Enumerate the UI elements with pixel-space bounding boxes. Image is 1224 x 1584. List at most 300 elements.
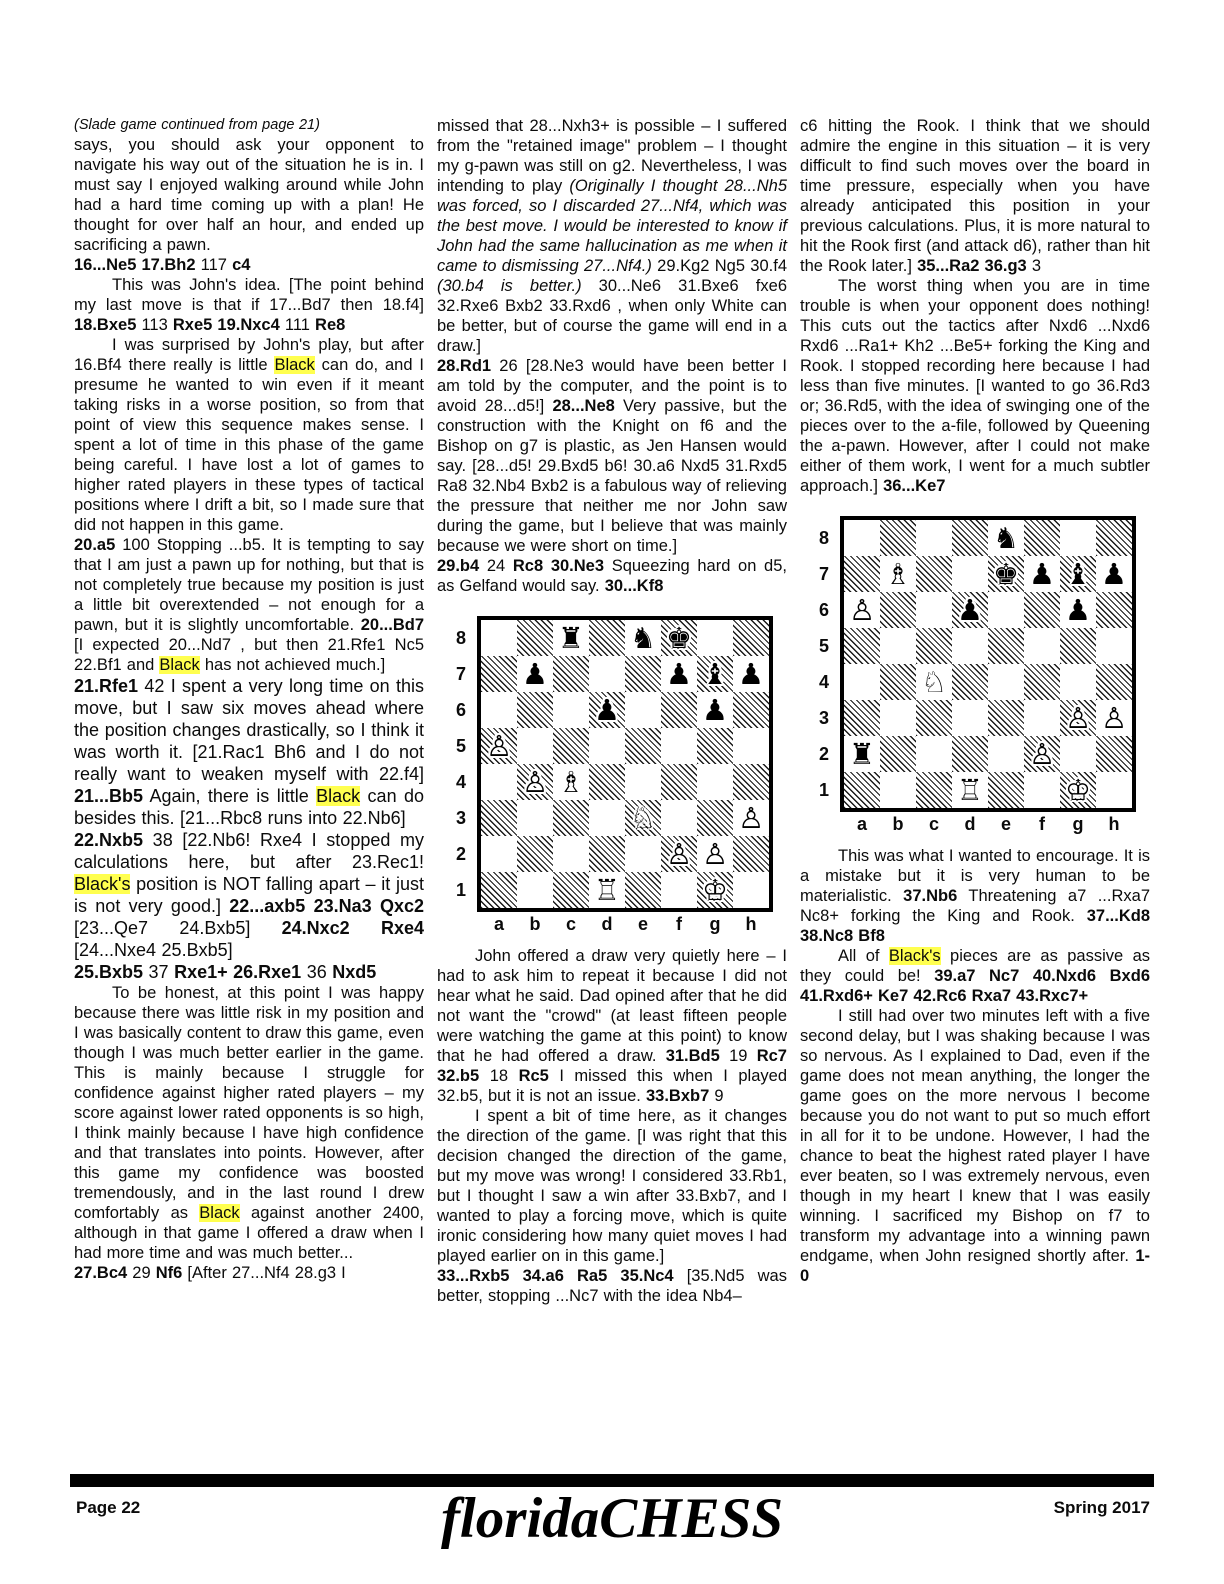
square-a2	[844, 736, 880, 772]
file-label: b	[892, 814, 904, 834]
square-d5	[952, 628, 988, 664]
chess-diagram	[800, 516, 1150, 834]
rank-label: 3	[818, 708, 829, 728]
file-label: a	[493, 914, 504, 934]
body-text: I spent a bit of time here, as it changes the direction of the game. [I was right that this decision changed the direction of the game, but my move was wrong! I considered 33.Rb1, but I thought I saw a win after 33.Bxb7, and I wanted to play a forcing move, which is quite ironic considering how many quiet moves I had played earlier on in this game.]	[437, 1107, 787, 1265]
square-g3	[1060, 700, 1096, 736]
square-c1	[916, 772, 952, 808]
body-text: can do, and I presume he wanted to win even if it meant taking risks in a worse position, so from that point of view this sequence makes sense. I spent a lot of time in this phase of the game being careful. I have lost a lot of games to higher rated players in these types of tactical positions where I drift a bit, so I made sure that did not happen in this game.	[74, 356, 424, 534]
square-f8	[661, 620, 697, 656]
white-pawn-icon: ♙	[1029, 736, 1055, 771]
square-a7	[844, 556, 880, 592]
body-text: 117	[195, 256, 233, 274]
paragraph	[437, 1266, 787, 1306]
white-pawn-icon: ♙	[738, 800, 764, 835]
paragraph	[74, 983, 424, 1263]
square-e6	[625, 692, 661, 728]
square-h3	[733, 800, 769, 836]
square-d8	[589, 620, 625, 656]
square-a4	[481, 764, 517, 800]
square-e5	[988, 628, 1024, 664]
move-text: Nf6	[155, 1264, 183, 1282]
square-c5	[916, 628, 952, 664]
rank-label: 5	[818, 636, 829, 656]
square-b4	[517, 764, 553, 800]
square-b8	[517, 620, 553, 656]
move-text: 24.Nxc2 Rxe4	[281, 918, 424, 938]
paragraph	[800, 846, 1150, 946]
body-text: c6 hitting the Rook. I think that we should admire the engine in this situation – it is very difficult to find such moves over the board in time pressure, especially when you have already anticipated this position in your previous calculations. Plus, it is more natural to hit the Rook first (and attack d6), rather than hit the Rook later.]	[800, 117, 1150, 275]
file-label: e	[637, 914, 648, 934]
square-g6	[1060, 592, 1096, 628]
square-c8	[553, 620, 589, 656]
black-king-icon: ♚	[993, 556, 1019, 591]
square-b1	[880, 772, 916, 808]
move-text: 16...Ne5 17.Bh2	[74, 256, 196, 274]
square-b6	[880, 592, 916, 628]
square-d1	[952, 772, 988, 808]
highlighted-text: Black	[274, 356, 315, 374]
square-f1	[661, 872, 697, 908]
square-d6	[952, 592, 988, 628]
body-text: (Slade game continued from page 21)	[74, 117, 320, 133]
body-text: position is NOT falling apart – it just is not very good.]	[74, 874, 424, 916]
square-g2	[1060, 736, 1096, 772]
white-pawn-icon: ♙	[522, 764, 548, 799]
file-labels	[840, 814, 1136, 834]
body-text: 18	[479, 1067, 519, 1085]
square-h8	[733, 620, 769, 656]
square-b8	[880, 520, 916, 556]
square-h4	[733, 764, 769, 800]
square-c4	[553, 764, 589, 800]
body-text: 29.Kg2 Ng5 30.f4	[651, 257, 788, 275]
square-d7	[952, 556, 988, 592]
column-middle	[437, 116, 787, 1306]
move-text: 31.Bd5	[665, 1047, 720, 1065]
square-h6	[733, 692, 769, 728]
white-king-icon: ♔	[702, 872, 728, 907]
square-g8	[1060, 520, 1096, 556]
square-e1	[988, 772, 1024, 808]
body-text: The worst thing when you are in time trouble is when your opponent does nothing! This cuts out the tactics after Nxd6 ...Nxd6 Rxd6 ...Ra1+ Kh2 ...Be5+ forking the King and Rook. I stopped recording here because I had less than five minutes. [I wanted to go 36.Rd3 or; 36.Rd5, with the idea of swinging one of the pieces over to the a-file, followed by Queening the a-pawn. However, after I could not make either of them work, I went for a much subtler approach.]	[800, 277, 1150, 495]
body-text: missed that 28...Nxh3+ is possible – I suffered from the "retained image" problem – I thought my g-pawn was still on g2. Nevertheless, I was intending to play	[437, 117, 787, 195]
article-body	[74, 116, 1150, 1306]
paragraph	[800, 1006, 1150, 1286]
rank-label: 6	[455, 700, 466, 720]
rank-label: 6	[818, 600, 829, 620]
square-g1	[697, 872, 733, 908]
square-g7	[697, 656, 733, 692]
square-a6	[844, 592, 880, 628]
square-e3	[988, 700, 1024, 736]
square-d4	[952, 664, 988, 700]
body-text: John offered a draw very quietly here – I had to ask him to repeat it because I did not hear what he said. Dad opined after that he did not want the "crowd" (at least fifteen people were watching the game at this point) to know that he had offered a draw.	[437, 947, 787, 1065]
square-c1	[553, 872, 589, 908]
black-pawn-icon: ♟	[702, 692, 728, 727]
square-a3	[481, 800, 517, 836]
paragraph	[74, 535, 424, 675]
body-text: [After 27...Nf4 28.g3 I	[182, 1264, 346, 1282]
move-text: Rc7 32.b5	[437, 1047, 787, 1085]
square-d7	[589, 656, 625, 692]
body-text: This was what I wanted to encourage. It is a mistake but it is very human to be materialistic.	[800, 847, 1150, 905]
rank-label: 7	[818, 564, 829, 584]
rank-label: 4	[455, 772, 466, 792]
file-label: f	[1039, 814, 1045, 834]
move-text: 21...Bb5	[74, 786, 144, 806]
square-g1	[1060, 772, 1096, 808]
move-text: 25.Bxb5	[74, 962, 144, 982]
square-f5	[661, 728, 697, 764]
body-text: 9	[709, 1087, 724, 1105]
black-pawn-icon: ♟	[522, 656, 548, 691]
black-knight-icon: ♞	[993, 520, 1019, 555]
move-text: Rxe1+ 26.Rxe1	[174, 962, 302, 982]
black-pawn-icon: ♟	[1065, 592, 1091, 627]
square-e8	[625, 620, 661, 656]
move-text: 20...Bd7	[360, 616, 424, 634]
file-label: g	[1072, 814, 1084, 834]
square-b4	[880, 664, 916, 700]
body-text: 38 [22.Nb6! Rxe4 I stopped my calculations here, but after 23.Rec1!	[74, 830, 424, 872]
white-knight-icon: ♘	[630, 800, 656, 835]
square-c2	[916, 736, 952, 772]
move-text: Rc5	[518, 1067, 549, 1085]
white-bishop-icon: ♗	[558, 764, 584, 799]
body-text: I missed this when I played 32.b5, but it is not an issue.	[437, 1067, 787, 1105]
square-e2	[988, 736, 1024, 772]
chess-board	[477, 616, 773, 912]
move-text: 37.Nb6	[903, 887, 958, 905]
black-pawn-icon: ♟	[1101, 556, 1127, 591]
magazine-logo: floridaCHESS	[440, 1487, 784, 1550]
square-g5	[697, 728, 733, 764]
black-king-icon: ♚	[666, 620, 692, 655]
body-text: All of	[838, 947, 889, 965]
highlighted-text: Black	[316, 786, 361, 806]
rank-label: 4	[818, 672, 829, 692]
white-pawn-icon: ♙	[486, 728, 512, 763]
rank-label: 1	[818, 780, 829, 800]
file-label: h	[1108, 814, 1120, 834]
body-text: Again, there is little	[143, 786, 317, 806]
paragraph	[74, 135, 424, 255]
paragraph	[437, 116, 787, 356]
black-pawn-icon: ♟	[957, 592, 983, 627]
body-text: Threatening a7 ...Rxa7 Nc8+ forking the King and Rook.	[800, 887, 1150, 925]
body-text: 26 [28.Ne3 would have been better I am told by the computer, and the point is to avoid 28...d5!]	[437, 357, 787, 415]
move-text: Re8	[315, 316, 346, 334]
square-e6	[988, 592, 1024, 628]
move-text: 1-0	[800, 1247, 1150, 1285]
body-text: [35.Nd5 was better, stopping ...Nc7 with the idea Nb4–	[437, 1267, 787, 1305]
black-rook-icon: ♜	[558, 620, 584, 655]
rank-label: 2	[455, 844, 466, 864]
file-label: f	[676, 914, 682, 934]
square-a3	[844, 700, 880, 736]
rank-label: 7	[455, 664, 466, 684]
body-text: 113	[136, 316, 173, 334]
square-h5	[733, 728, 769, 764]
square-d3	[589, 800, 625, 836]
square-e7	[625, 656, 661, 692]
file-label: d	[601, 914, 613, 934]
move-text: 20.a5	[74, 536, 116, 554]
square-g3	[697, 800, 733, 836]
square-b3	[517, 800, 553, 836]
white-pawn-icon: ♙	[666, 836, 692, 871]
square-c4	[916, 664, 952, 700]
black-pawn-icon: ♟	[594, 692, 620, 727]
square-f4	[1024, 664, 1060, 700]
square-f3	[661, 800, 697, 836]
file-label: c	[928, 814, 939, 834]
body-text: This was John's idea. [The point behind my last move is that if 17...Bd7 then 18.f4]	[74, 276, 424, 314]
body-text: 100 Stopping ...b5. It is tempting to say that I am just a pawn up for nothing, but that is not completely true because my position is just a little bit overextended – not enough for a pawn, but it is slightly uncomfortable.	[74, 536, 424, 634]
black-pawn-icon: ♟	[1029, 556, 1055, 591]
white-knight-icon: ♘	[921, 664, 947, 699]
square-a5	[481, 728, 517, 764]
square-f4	[661, 764, 697, 800]
square-e4	[625, 764, 661, 800]
move-text: 33...Rxb5 34.a6 Ra5 35.Nc4	[437, 1267, 674, 1285]
square-f8	[1024, 520, 1060, 556]
move-text: 36...Ke7	[883, 477, 946, 495]
square-c5	[553, 728, 589, 764]
square-d2	[952, 736, 988, 772]
body-text: 24	[479, 557, 513, 575]
square-d1	[589, 872, 625, 908]
paragraph	[74, 255, 424, 275]
black-knight-icon: ♞	[630, 620, 656, 655]
body-text: (Originally I thought 28...Nh5 was forced, so I discarded 27...Nf4, which was the best move. I would be interested to know if John had the same hallucination as me when it came to dismissing 27...Nf4.)	[437, 177, 787, 275]
move-text: 28...Ne8	[552, 397, 615, 415]
body-text: Squeezing hard on d5, as Gelfand would say.	[437, 557, 787, 595]
body-text: says, you should ask your opponent to navigate his way out of the situation he is in. I must say I enjoyed walking around while John had a hard time coming up with a plan! He thought for over half an hour, and ended up sacrificing a pawn.	[74, 136, 424, 254]
paragraph	[74, 1263, 424, 1283]
square-h3	[1096, 700, 1132, 736]
square-f2	[1024, 736, 1060, 772]
square-e7	[988, 556, 1024, 592]
square-e1	[625, 872, 661, 908]
body-text: 19	[719, 1047, 757, 1065]
square-g5	[1060, 628, 1096, 664]
file-label: h	[745, 914, 757, 934]
page-number: Page 22	[76, 1498, 141, 1517]
white-bishop-icon: ♗	[885, 556, 911, 591]
move-text: 29.b4	[437, 557, 480, 575]
square-d5	[589, 728, 625, 764]
square-h7	[1096, 556, 1132, 592]
body-text: pieces are as passive as they could be!	[800, 947, 1150, 985]
rank-label: 8	[818, 528, 829, 548]
square-f7	[1024, 556, 1060, 592]
square-h2	[733, 836, 769, 872]
paragraph	[74, 275, 424, 335]
move-text: Rc8 30.Ne3	[512, 557, 605, 575]
move-text: c4	[232, 256, 251, 274]
square-f1	[1024, 772, 1060, 808]
paragraph	[437, 1106, 787, 1266]
square-g2	[697, 836, 733, 872]
black-rook-icon: ♜	[849, 736, 875, 771]
square-a1	[844, 772, 880, 808]
chess-diagram	[437, 616, 787, 934]
move-text: 27.Bc4	[74, 1264, 128, 1282]
file-labels	[477, 914, 773, 934]
black-bishop-icon: ♝	[702, 656, 728, 691]
square-e5	[625, 728, 661, 764]
move-text: Rxe5 19.Nxc4	[172, 316, 280, 334]
square-d6	[589, 692, 625, 728]
move-text: Nxd5	[332, 962, 377, 982]
chess-board	[840, 516, 1136, 812]
square-c2	[553, 836, 589, 872]
square-a7	[481, 656, 517, 692]
paragraph	[437, 946, 787, 1106]
paragraph	[800, 946, 1150, 1006]
square-b5	[517, 728, 553, 764]
square-a2	[481, 836, 517, 872]
body-text: 42 I spent a very long time on this move, but I saw six moves ahead where the position changes drastically, so I think it was worth it. [21.Rac1 Bh6 and I do not really want to weaken myself with 22.f4]	[74, 676, 424, 784]
rank-label: 3	[455, 808, 466, 828]
square-e4	[988, 664, 1024, 700]
move-text: 18.Bxe5	[74, 316, 137, 334]
rank-label: 8	[455, 628, 466, 648]
move-text: 28.Rd1	[437, 357, 492, 375]
black-bishop-icon: ♝	[1065, 556, 1091, 591]
white-pawn-icon: ♙	[1065, 700, 1091, 735]
body-text: 29	[127, 1264, 156, 1282]
square-g6	[697, 692, 733, 728]
move-text: 22...axb5 23.Na3 Qxc2	[229, 896, 424, 916]
body-text: 30...Ne6 31.Bxe6 fxe6 32.Rxe6 Bxb2 33.Rxd6 , when only White can be better, but of course the game will end in a draw.]	[437, 277, 787, 355]
square-b2	[517, 836, 553, 872]
white-pawn-icon: ♙	[849, 592, 875, 627]
square-c7	[916, 556, 952, 592]
square-b3	[880, 700, 916, 736]
square-h1	[1096, 772, 1132, 808]
square-c3	[916, 700, 952, 736]
body-text: I was surprised by John's play, but after 16.Bf4 there really is little	[74, 336, 424, 374]
white-rook-icon: ♖	[594, 872, 620, 907]
square-c3	[553, 800, 589, 836]
square-h2	[1096, 736, 1132, 772]
square-d3	[952, 700, 988, 736]
paragraph	[437, 556, 787, 596]
paragraph	[800, 276, 1150, 496]
move-text: 33.Bxb7	[645, 1087, 710, 1105]
square-f2	[661, 836, 697, 872]
paragraph	[74, 335, 424, 535]
square-a5	[844, 628, 880, 664]
highlighted-text: Black's	[888, 947, 941, 965]
paragraph	[437, 356, 787, 556]
square-d2	[589, 836, 625, 872]
square-b5	[880, 628, 916, 664]
highlighted-text: Black	[159, 656, 200, 674]
move-text: 35...Ra2 36.g3	[917, 257, 1027, 275]
body-text: 111	[279, 316, 316, 334]
square-e2	[625, 836, 661, 872]
square-f6	[661, 692, 697, 728]
paragraph	[74, 829, 424, 961]
square-d8	[952, 520, 988, 556]
highlighted-text: Black's	[74, 874, 131, 894]
white-rook-icon: ♖	[957, 772, 983, 807]
issue-label: Spring 2017	[1053, 1498, 1150, 1517]
paragraph	[800, 116, 1150, 276]
body-text: has not achieved much.]	[199, 656, 386, 674]
square-b7	[880, 556, 916, 592]
body-text: [24...Nxe4 25.Bxb5]	[74, 940, 233, 960]
square-h5	[1096, 628, 1132, 664]
square-a1	[481, 872, 517, 908]
column-left	[74, 116, 424, 1283]
square-b2	[880, 736, 916, 772]
body-text: against another 2400, although in that game I offered a draw when I had more time and was much better...	[74, 1204, 424, 1262]
white-pawn-icon: ♙	[702, 836, 728, 871]
white-king-icon: ♔	[1065, 772, 1091, 807]
file-label: a	[856, 814, 867, 834]
column-right	[800, 116, 1150, 1286]
square-h8	[1096, 520, 1132, 556]
body-text: 37	[143, 962, 175, 982]
body-text: I still had over two minutes left with a five second delay, but I was shaking because I was so nervous. As I explained to Dad, even if the game does not mean anything, the longer the game goes on the more nervous I become because you do not want to put so much effort in all for it to be undone. However, I had the chance to beat the highest rated player I have ever beaten, so I was extremely nervous, even though in my heart I knew that I was easily winning. I sacrificed my Bishop on f7 to transform my advantage into a winning pawn endgame, when John resigned shortly after.	[800, 1007, 1150, 1265]
black-pawn-icon: ♟	[738, 656, 764, 691]
square-f7	[661, 656, 697, 692]
square-f5	[1024, 628, 1060, 664]
square-h6	[1096, 592, 1132, 628]
body-text: 3	[1026, 257, 1041, 275]
square-e8	[988, 520, 1024, 556]
square-g7	[1060, 556, 1096, 592]
move-text: 21.Rfe1	[74, 676, 139, 696]
rank-label: 5	[455, 736, 466, 756]
move-text: 39.a7 Nc7 40.Nxd6 Bxd6 41.Rxd6+ Ke7 42.Rc6 Rxa7 43.Rxc7+	[800, 967, 1150, 1005]
file-label: e	[1000, 814, 1011, 834]
square-b1	[517, 872, 553, 908]
rank-label: 1	[455, 880, 466, 900]
rank-label: 2	[818, 744, 829, 764]
file-label: b	[529, 914, 541, 934]
body-text: [I expected 20...Nd7 , but then 21.Rfe1 Nc5 22.Bf1 and	[74, 636, 424, 674]
file-label: c	[565, 914, 576, 934]
move-text: 22.Nxb5	[74, 830, 144, 850]
paragraph	[74, 961, 424, 983]
body-text: 36	[301, 962, 333, 982]
square-g4	[1060, 664, 1096, 700]
square-a6	[481, 692, 517, 728]
move-text: 30...Kf8	[604, 577, 664, 595]
square-b6	[517, 692, 553, 728]
square-c6	[553, 692, 589, 728]
white-pawn-icon: ♙	[1101, 700, 1127, 735]
square-a8	[844, 520, 880, 556]
square-b7	[517, 656, 553, 692]
square-e3	[625, 800, 661, 836]
square-h4	[1096, 664, 1132, 700]
square-c7	[553, 656, 589, 692]
paragraph	[74, 675, 424, 829]
file-label: d	[964, 814, 976, 834]
black-pawn-icon: ♟	[666, 656, 692, 691]
body-text: can do besides this. [21...Rbc8 runs into 22.Nb6]	[74, 786, 425, 828]
body-text: (30.b4 is better.)	[437, 277, 582, 295]
square-h7	[733, 656, 769, 692]
highlighted-text: Black	[199, 1204, 240, 1222]
